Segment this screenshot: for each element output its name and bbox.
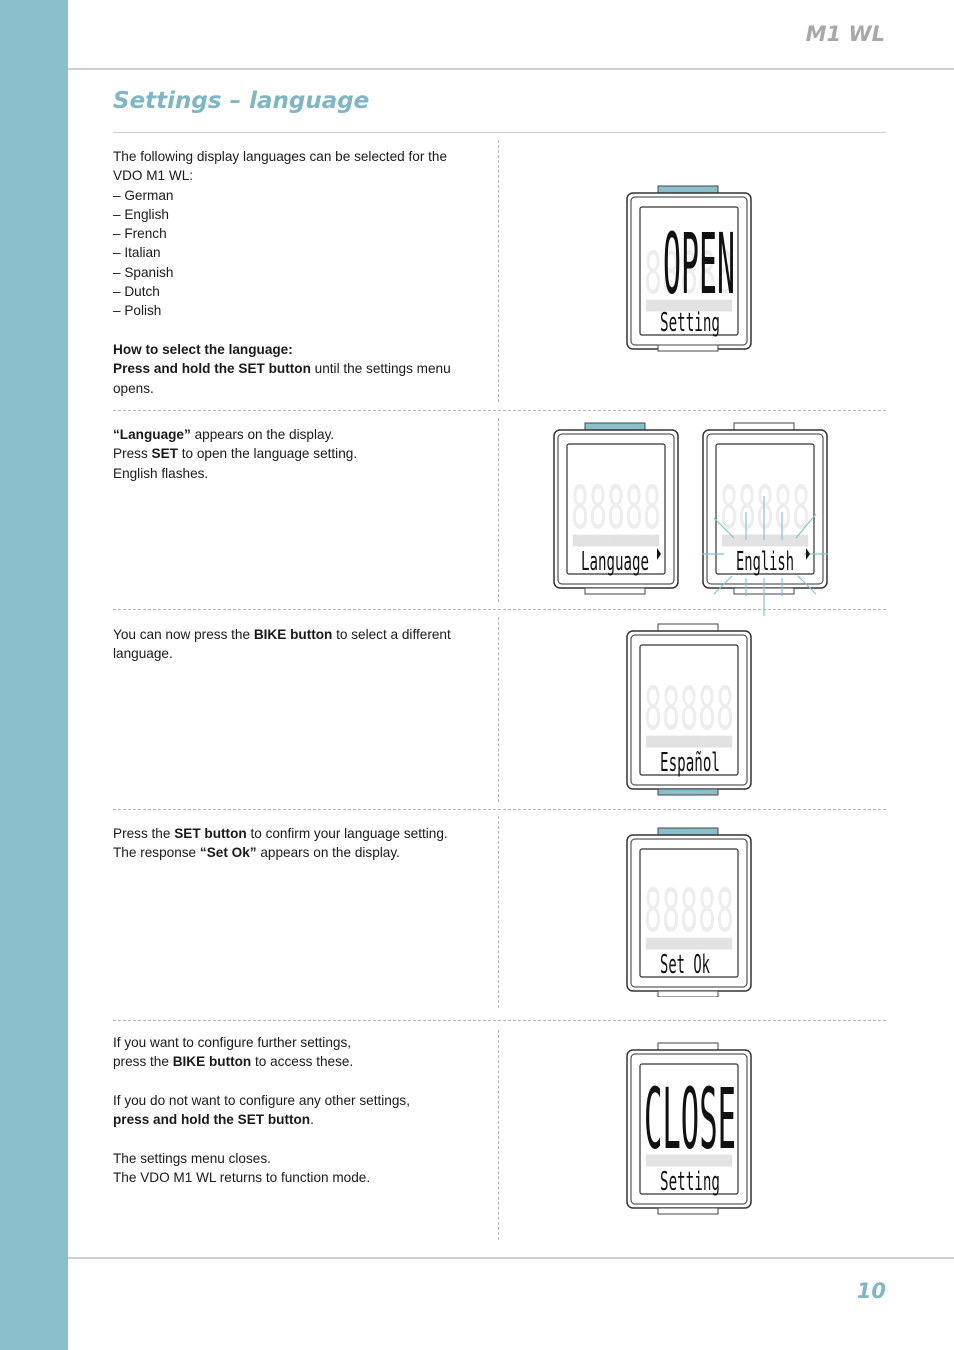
language-keyword: “Language” (113, 427, 191, 442)
text-span: appears on the display. (190, 427, 335, 442)
display-small-text: English (736, 547, 794, 577)
setok-keyword: “Set Ok” (199, 845, 257, 861)
text-span: to access these. (251, 1054, 354, 1070)
section-confirm-text (113, 824, 483, 863)
text-span: The response (113, 845, 200, 861)
text-span: You can now press the (113, 627, 254, 642)
text-span: to select a different (332, 627, 451, 642)
display-small-text: Set Ok (660, 950, 711, 980)
column-divider (498, 617, 499, 802)
text-line: language. (113, 646, 173, 662)
section-divider (113, 410, 886, 411)
device-display-open (626, 185, 752, 353)
howto-text: until the settings menu (310, 361, 451, 377)
display-small-text: Setting (660, 1167, 720, 1197)
howto-heading: How to select the language: (113, 341, 293, 357)
language-item: – Spanish (113, 264, 174, 280)
svg-text:████████████: ████████████ (573, 536, 646, 547)
language-item: – Polish (113, 303, 162, 319)
language-item: – English (113, 206, 169, 222)
set-keyword: SET (151, 446, 178, 462)
device-display-setok (626, 827, 752, 997)
text-span: Press the (113, 826, 175, 841)
language-item: – French (113, 226, 167, 242)
column-divider (498, 816, 499, 1008)
intro-line: The following display languages can be selected for the (113, 149, 448, 164)
svg-text:88888: 88888 (571, 473, 661, 543)
text-span: to confirm your language setting. (246, 826, 448, 841)
language-item: – German (113, 187, 174, 203)
text-span: . (310, 1112, 314, 1128)
svg-text:88888: 88888 (644, 674, 734, 744)
svg-text:88888: 88888 (644, 239, 734, 307)
bike-keyword: BIKE button (172, 1054, 252, 1070)
text-span: appears on the display. (256, 845, 400, 861)
header-divider (68, 68, 954, 70)
page-title: Settings – language (113, 88, 370, 114)
display-small-text: Español (660, 748, 720, 778)
section-close-text (113, 1033, 483, 1187)
title-rule (113, 132, 886, 133)
device-display-espanol (626, 623, 752, 797)
set-hold-keyword: press and hold the SET button (113, 1112, 311, 1128)
display-big-text: CLOSE (644, 1070, 736, 1168)
language-item: – Dutch (113, 284, 160, 300)
device-display-language (553, 422, 679, 596)
column-divider (498, 1030, 499, 1240)
text-line: If you do not want to configure any other settings, (113, 1092, 410, 1108)
svg-text:████████████: ████████████ (646, 737, 719, 748)
howto-bold: Press and hold the SET button (113, 361, 311, 377)
device-display-close (626, 1042, 752, 1216)
svg-text:████████████: ████████████ (646, 939, 719, 950)
text-line: English flashes. (113, 465, 209, 481)
column-divider (498, 418, 499, 602)
display-big-text: OPEN (663, 215, 735, 313)
howto-text: opens. (113, 380, 154, 396)
footer-divider (68, 1257, 954, 1259)
page-number: 10 (856, 1279, 886, 1303)
svg-text:████████████: ████████████ (722, 536, 795, 547)
bike-keyword: BIKE button (253, 627, 333, 642)
language-item: – Italian (113, 245, 161, 261)
text-span: Press (113, 446, 152, 462)
display-small-text: Setting (660, 308, 720, 338)
svg-text:████████████: ████████████ (646, 301, 719, 312)
model-name: M1 WL (805, 22, 885, 46)
text-span: press the (113, 1054, 173, 1070)
device-display-english (700, 422, 830, 618)
column-divider (498, 140, 499, 402)
display-small-text: Language (581, 547, 649, 577)
svg-text:████████████: ████████████ (646, 1156, 719, 1167)
text-line: The settings menu closes. (113, 1150, 271, 1166)
text-line: If you want to configure further settings, (113, 1035, 352, 1050)
section-language-display-text (113, 425, 483, 483)
svg-text:88888: 88888 (720, 473, 810, 543)
sidebar-band (0, 0, 68, 1350)
set-keyword: SET button (174, 826, 247, 841)
text-span: to open the language setting. (177, 446, 358, 462)
section-languages-text (113, 147, 483, 398)
section-bike-text (113, 625, 483, 664)
text-line: The VDO M1 WL returns to function mode. (113, 1170, 371, 1186)
section-divider (113, 809, 886, 810)
section-divider (113, 1020, 886, 1021)
intro-line: VDO M1 WL: (113, 168, 194, 184)
svg-text:88888: 88888 (644, 876, 734, 946)
